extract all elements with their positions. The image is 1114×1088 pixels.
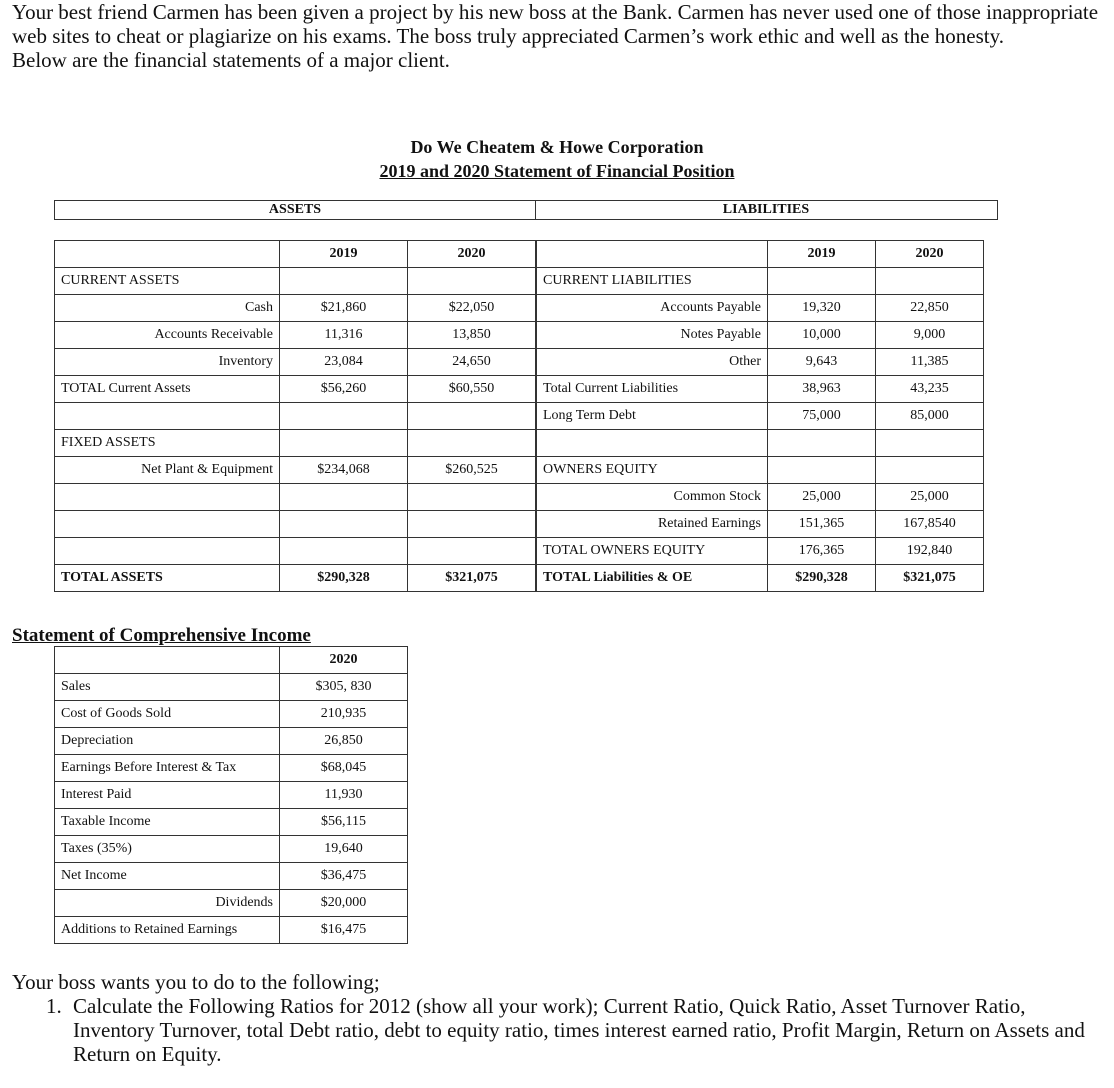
asset-label: Accounts Receivable xyxy=(55,322,280,349)
liability-2019 xyxy=(768,457,876,484)
balance-header xyxy=(54,200,998,220)
liability-label: Long Term Debt xyxy=(537,403,768,430)
liability-label: Accounts Payable xyxy=(537,295,768,322)
asset-label xyxy=(55,538,280,565)
asset-2020: $60,550 xyxy=(408,376,536,403)
asset-2019: 2019 xyxy=(280,241,408,268)
asset-2020: $321,075 xyxy=(408,565,536,592)
income-value: 26,850 xyxy=(280,728,408,755)
income-row xyxy=(55,890,408,917)
income-value: 19,640 xyxy=(280,836,408,863)
statement-title xyxy=(0,161,1114,182)
task-lead: Your boss wants you to do to the following; xyxy=(12,970,380,994)
asset-2020: $22,050 xyxy=(408,295,536,322)
income-value: $68,045 xyxy=(280,755,408,782)
liability-2020: 22,850 xyxy=(876,295,984,322)
asset-label: FIXED ASSETS xyxy=(55,430,280,457)
asset-label: Net Plant & Equipment xyxy=(55,457,280,484)
income-label: Sales xyxy=(55,674,280,701)
liability-label: Retained Earnings xyxy=(537,511,768,538)
liability-label: TOTAL OWNERS EQUITY xyxy=(537,538,768,565)
income-title: Statement of Comprehensive Income xyxy=(12,625,311,646)
intro-paragraph: Your best friend Carmen has been given a project by his new boss at the Bank. Carmen has never used one of those inappropriate web sites to cheat or plagiarize on his exams. The boss truly appreciated Carmen’s work ethic and well as the honesty. xyxy=(12,0,1099,48)
liability-2019: $290,328 xyxy=(768,565,876,592)
intro-text xyxy=(12,0,1110,72)
income-row xyxy=(55,917,408,944)
liability-2019: 75,000 xyxy=(768,403,876,430)
liability-2020: 43,235 xyxy=(876,376,984,403)
asset-2019: $56,260 xyxy=(280,376,408,403)
liability-2020: 9,000 xyxy=(876,322,984,349)
income-label: Cost of Goods Sold xyxy=(55,701,280,728)
income-value: $305, 830 xyxy=(280,674,408,701)
balance-row xyxy=(55,538,984,565)
asset-2020 xyxy=(408,403,536,430)
asset-2020 xyxy=(408,268,536,295)
liability-label xyxy=(537,430,768,457)
asset-label xyxy=(55,484,280,511)
balance-row xyxy=(55,403,984,430)
assets-header: ASSETS xyxy=(55,201,536,219)
income-value: 210,935 xyxy=(280,701,408,728)
income-label: Dividends xyxy=(55,890,280,917)
asset-2019 xyxy=(280,484,408,511)
liability-2019: 151,365 xyxy=(768,511,876,538)
liability-2019: 176,365 xyxy=(768,538,876,565)
asset-label: Inventory xyxy=(55,349,280,376)
income-label: Taxes (35%) xyxy=(55,836,280,863)
liability-2020: 2020 xyxy=(876,241,984,268)
balance-row xyxy=(55,511,984,538)
income-label: Earnings Before Interest & Tax xyxy=(55,755,280,782)
liability-2020 xyxy=(876,430,984,457)
liability-2020 xyxy=(876,268,984,295)
liability-2020: 25,000 xyxy=(876,484,984,511)
asset-2020: 2020 xyxy=(408,241,536,268)
liability-label: Total Current Liabilities xyxy=(537,376,768,403)
income-row xyxy=(55,701,408,728)
income-label: Net Income xyxy=(55,863,280,890)
task-section xyxy=(12,970,1110,1066)
income-row xyxy=(55,809,408,836)
asset-label: CURRENT ASSETS xyxy=(55,268,280,295)
income-label: Additions to Retained Earnings xyxy=(55,917,280,944)
asset-2019: 11,316 xyxy=(280,322,408,349)
asset-2019: $21,860 xyxy=(280,295,408,322)
liability-2020: 192,840 xyxy=(876,538,984,565)
income-row xyxy=(55,782,408,809)
liability-2020: 11,385 xyxy=(876,349,984,376)
income-table xyxy=(54,646,408,944)
asset-2020 xyxy=(408,511,536,538)
asset-2020: $260,525 xyxy=(408,457,536,484)
liability-2019: 25,000 xyxy=(768,484,876,511)
balance-row xyxy=(55,457,984,484)
task-item: 1. Calculate the Following Ratios for 2012 (show all your work); Current Ratio, Quick Ratio, Asset Turnover Ratio, Inventory Turnover, total Debt ratio, debt to equity ratio, times interest earned ratio, Profit Margin, Return on Assets and Return on Equity. xyxy=(67,994,1110,1066)
liability-label: Common Stock xyxy=(537,484,768,511)
balance-row xyxy=(55,295,984,322)
asset-label xyxy=(55,511,280,538)
asset-2019: $290,328 xyxy=(280,565,408,592)
balance-table xyxy=(54,240,984,592)
liability-2019: 2019 xyxy=(768,241,876,268)
asset-2020 xyxy=(408,484,536,511)
asset-2019 xyxy=(280,538,408,565)
liability-2020: $321,075 xyxy=(876,565,984,592)
balance-row xyxy=(55,349,984,376)
income-row xyxy=(55,674,408,701)
income-value: $16,475 xyxy=(280,917,408,944)
asset-label: Cash xyxy=(55,295,280,322)
liability-2019: 9,643 xyxy=(768,349,876,376)
income-label: Depreciation xyxy=(55,728,280,755)
income-row xyxy=(55,728,408,755)
income-value: $36,475 xyxy=(280,863,408,890)
asset-label xyxy=(55,403,280,430)
asset-2019 xyxy=(280,403,408,430)
asset-2019 xyxy=(280,268,408,295)
intro-line: Below are the financial statements of a major client. xyxy=(12,48,450,72)
asset-2020 xyxy=(408,538,536,565)
income-label: Interest Paid xyxy=(55,782,280,809)
liability-label: CURRENT LIABILITIES xyxy=(537,268,768,295)
asset-2019: 23,084 xyxy=(280,349,408,376)
asset-label: TOTAL Current Assets xyxy=(55,376,280,403)
liability-2020 xyxy=(876,457,984,484)
income-label: Taxable Income xyxy=(55,809,280,836)
income-row xyxy=(55,755,408,782)
income-value: $56,115 xyxy=(280,809,408,836)
income-row xyxy=(55,836,408,863)
income-row xyxy=(55,863,408,890)
asset-2019 xyxy=(280,430,408,457)
asset-label xyxy=(55,241,280,268)
asset-label: TOTAL ASSETS xyxy=(55,565,280,592)
income-header-row xyxy=(55,647,408,674)
task-list xyxy=(12,994,1110,1066)
asset-2019 xyxy=(280,511,408,538)
asset-2020: 24,650 xyxy=(408,349,536,376)
balance-row xyxy=(55,268,984,295)
liability-label xyxy=(537,241,768,268)
liability-label: Notes Payable xyxy=(537,322,768,349)
balance-row xyxy=(55,322,984,349)
liability-2020: 167,8540 xyxy=(876,511,984,538)
balance-row xyxy=(55,430,984,457)
statement-title-text: 2019 and 2020 Statement of Financial Position xyxy=(379,161,735,181)
liability-2019 xyxy=(768,268,876,295)
liability-2019: 38,963 xyxy=(768,376,876,403)
asset-2019: $234,068 xyxy=(280,457,408,484)
liability-2019: 10,000 xyxy=(768,322,876,349)
liability-label: TOTAL Liabilities & OE xyxy=(537,565,768,592)
income-header-blank xyxy=(55,647,280,674)
liability-2019: 19,320 xyxy=(768,295,876,322)
income-value: $20,000 xyxy=(280,890,408,917)
company-name: Do We Cheatem & Howe Corporation xyxy=(410,137,704,157)
liability-2019 xyxy=(768,430,876,457)
liabilities-header: LIABILITIES xyxy=(722,202,810,217)
balance-row xyxy=(55,565,984,592)
income-value: 11,930 xyxy=(280,782,408,809)
income-year: 2020 xyxy=(280,647,408,674)
liability-label: OWNERS EQUITY xyxy=(537,457,768,484)
asset-2020 xyxy=(408,430,536,457)
balance-row xyxy=(55,241,984,268)
balance-row xyxy=(55,484,984,511)
asset-2020: 13,850 xyxy=(408,322,536,349)
liability-label: Other xyxy=(537,349,768,376)
liability-2020: 85,000 xyxy=(876,403,984,430)
balance-row xyxy=(55,376,984,403)
